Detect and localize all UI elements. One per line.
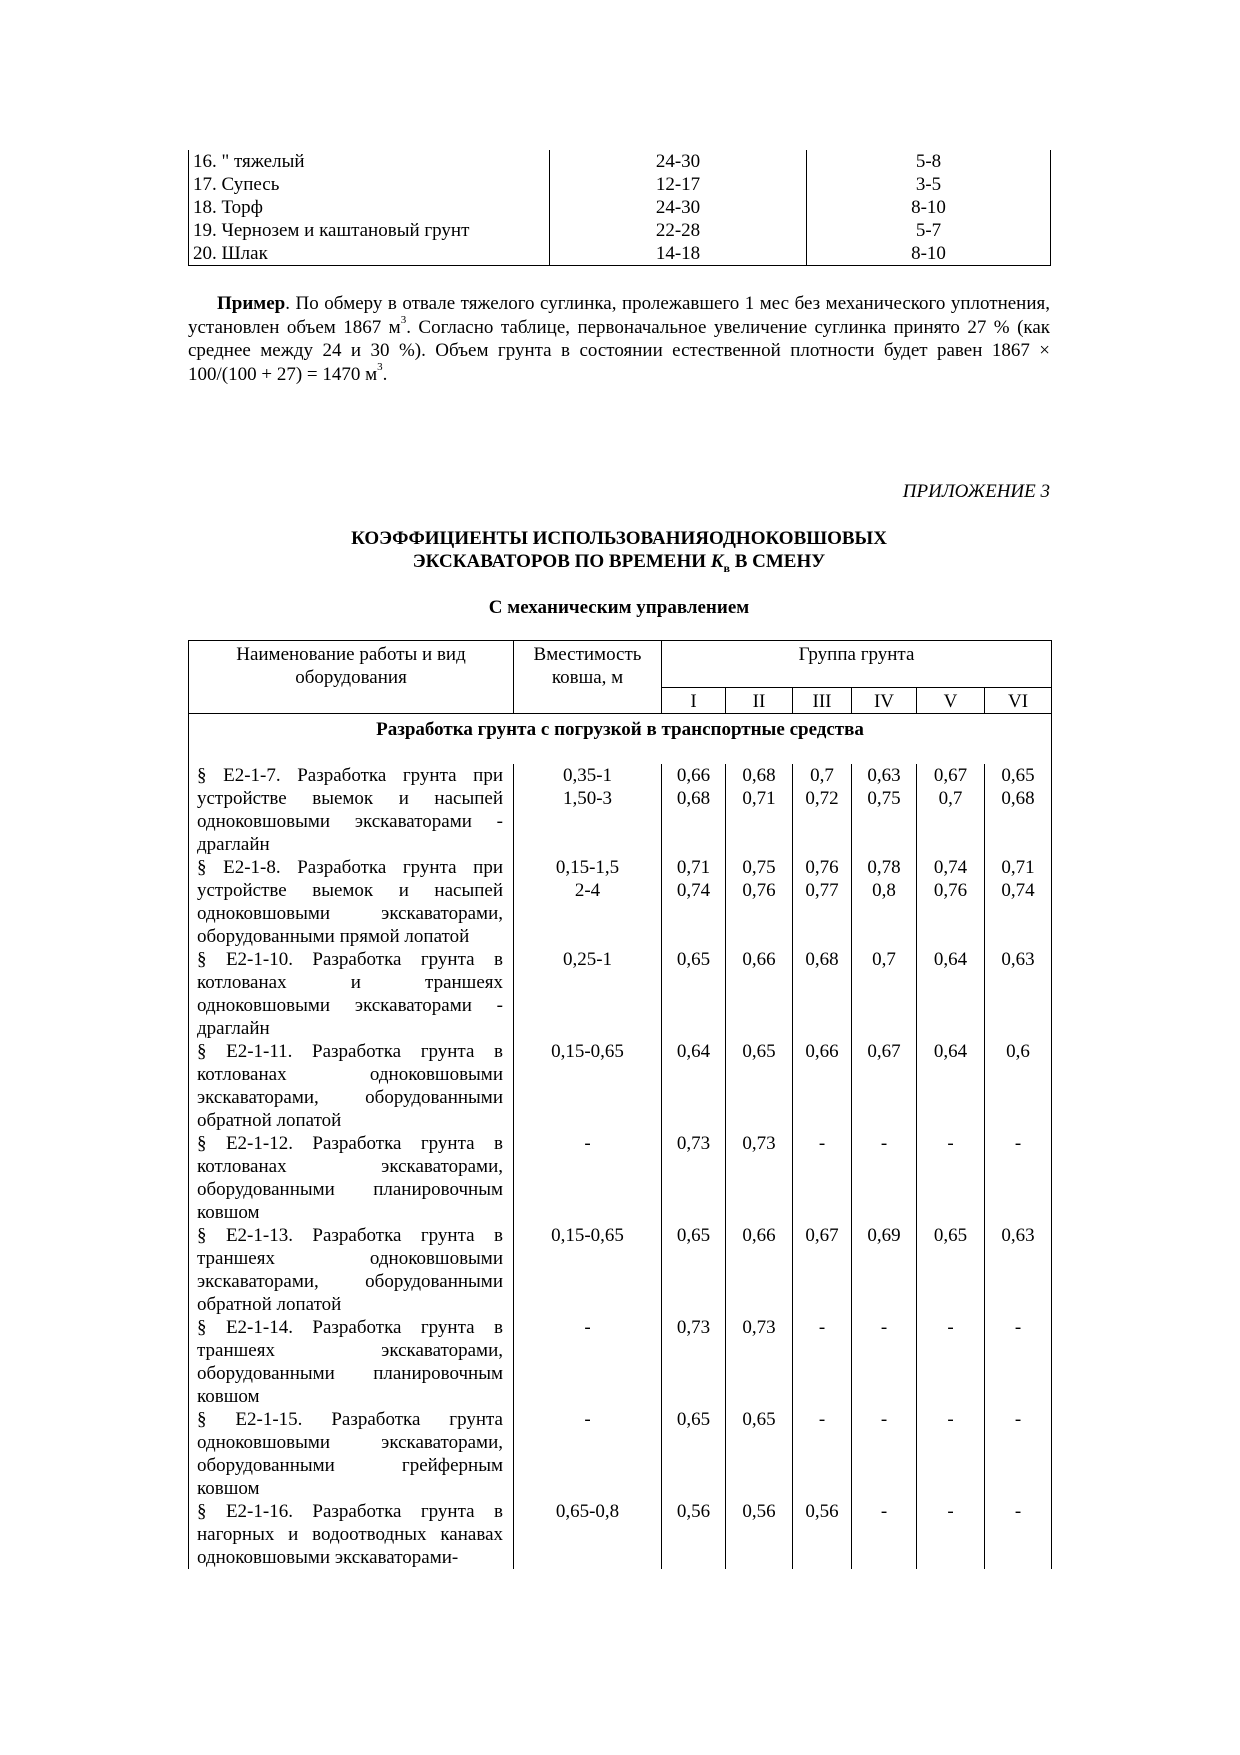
example-text-3: . — [382, 363, 388, 385]
coefficient-value: - — [818, 1133, 826, 1154]
group-5-value-cell — [917, 764, 985, 856]
group-5-value-cell — [917, 1224, 985, 1316]
coefficient-value: 0,63 — [867, 765, 901, 786]
subtitle: С механическим управлением — [488, 597, 750, 618]
group-6-value-cell — [985, 1408, 1052, 1500]
group-5-value-cell — [917, 1316, 985, 1408]
table-row — [189, 1408, 1052, 1500]
coefficient-value: 0,63 — [1001, 1225, 1035, 1246]
work-name-cell: § Е2-1-13. Разработка грунта в траншеях одноковшовыми экскаваторами, оборудованными обратной лопатой — [189, 1224, 514, 1316]
example-text-2: . Согласно таблице, первоначальное увеличение суглинка принято 27 % (как среднее между 24 и 30 %). Объем грунта в состоянии естественной плотности будет равен 1867 × 100/(100 + 27) = 1470 м — [188, 316, 1050, 385]
work-name-cell: § Е2-1-8. Разработка грунта при устройстве выемок и насыпей одноковшовыми экскаваторами, оборудованными прямой лопатой — [189, 856, 514, 948]
group-5-value-cell — [917, 1132, 985, 1224]
coefficient-value: - — [880, 1133, 888, 1154]
coefficient-value: - — [880, 1317, 888, 1338]
header-group: Группа грунта — [662, 641, 1052, 688]
group-4-header: IV — [852, 688, 917, 714]
coefficient-value: 0,65 — [742, 1409, 776, 1430]
group-6-value-cell — [985, 1500, 1052, 1569]
coefficient-value: 0,78 — [867, 857, 901, 878]
table-row — [189, 764, 1052, 856]
coefficient-value: 0,65 — [933, 1225, 968, 1246]
loosening-table — [188, 150, 1051, 266]
title-line-2-suffix: В СМЕНУ — [729, 551, 826, 572]
example-sup-2: 3 — [377, 361, 383, 374]
top-table-row — [189, 242, 1051, 266]
capacity-cell — [514, 856, 662, 948]
example-text-1: . По обмеру в отвале тяжелого суглинка, пролежавшего 1 мес без механического уплотнения, установлен объем 1867 м — [188, 293, 1050, 338]
top-table-row — [189, 196, 1051, 219]
section-heading: Разработка грунта с погрузкой в транспортные средства — [189, 714, 1052, 765]
capacity-value: 0,35-1 — [562, 765, 613, 786]
coefficient-value: - — [1014, 1409, 1022, 1430]
capacity-value: 0,25-1 — [562, 949, 613, 970]
work-name-cell: § Е2-1-10. Разработка грунта в котлованах и траншеях одноковшовыми экскаваторами - драглайн — [189, 948, 514, 1040]
coefficient-value: 0,74 — [933, 857, 968, 878]
top-table-row — [189, 219, 1051, 242]
capacity-cell — [514, 948, 662, 1040]
example-paragraph — [188, 292, 1050, 386]
loosening-cell: 22-28 — [550, 219, 807, 242]
coefficient-value: - — [880, 1501, 888, 1522]
header-row-1 — [189, 641, 1052, 688]
group-1-header: I — [662, 688, 726, 714]
group-1-value-cell — [662, 1132, 726, 1224]
work-name-cell: § Е2-1-12. Разработка грунта в котлованах экскаваторами, оборудованными планировочным ковшом — [189, 1132, 514, 1224]
coefficient-value: 0,71 — [676, 857, 711, 878]
group-1-value-cell — [662, 1408, 726, 1500]
group-3-value-cell — [793, 856, 852, 948]
coefficient-value: - — [1014, 1133, 1022, 1154]
coefficient-value: 0,6 — [1006, 1041, 1030, 1062]
coefficient-value: 0,56 — [742, 1501, 776, 1522]
capacity-cell — [514, 1316, 662, 1408]
capacity-cell — [514, 1224, 662, 1316]
group-2-value-cell — [726, 1316, 793, 1408]
coefficient-value: 0,65 — [1001, 765, 1035, 786]
coefficient-value: - — [1014, 1317, 1022, 1338]
header-name-text: Наименование работы и вид оборудования — [236, 644, 466, 688]
title-k: K — [710, 551, 724, 572]
top-table-row — [189, 173, 1051, 196]
coefficient-value: 0,73 — [676, 1133, 711, 1154]
coefficient-value: 0,66 — [742, 949, 776, 970]
header-name — [189, 641, 514, 714]
capacity-value: 0,15-0,65 — [551, 1041, 624, 1062]
title-k-sub: в — [723, 560, 730, 575]
coefficient-value: 0,8 — [872, 880, 896, 901]
group-3-value-cell — [793, 1500, 852, 1569]
coefficient-value: 0,64 — [933, 1041, 968, 1062]
coefficient-value: 0,68 — [742, 765, 776, 786]
coefficient-value: 0,65 — [742, 1041, 776, 1062]
group-5-value-cell — [917, 1500, 985, 1569]
group-3-value-cell — [793, 1316, 852, 1408]
coefficient-value: 0,73 — [676, 1317, 711, 1338]
coefficient-value: 0,7 — [938, 788, 963, 809]
group-4-value-cell — [852, 1500, 917, 1569]
group-3-value-cell — [793, 1132, 852, 1224]
coefficient-value: 0,68 — [1001, 788, 1035, 809]
coefficients-table — [188, 640, 1052, 1569]
group-2-value-cell — [726, 1500, 793, 1569]
header-capacity — [514, 641, 662, 714]
soil-name-cell: 16. " тяжелый — [189, 150, 550, 173]
coefficient-value: 0,65 — [676, 1225, 711, 1246]
group-2-value-cell — [726, 1040, 793, 1132]
coefficient-value: 0,71 — [742, 788, 776, 809]
coefficient-value: 0,67 — [867, 1041, 901, 1062]
coefficient-value: 0,66 — [805, 1041, 839, 1062]
appendix-label: ПРИЛОЖЕНИЕ 3 — [902, 481, 1050, 502]
group-2-value-cell — [726, 1224, 793, 1316]
capacity-value: 0,15-1,5 — [555, 857, 620, 878]
coefficient-value: 0,73 — [742, 1317, 776, 1338]
group-3-value-cell — [793, 948, 852, 1040]
group-4-value-cell — [852, 948, 917, 1040]
group-2-value-cell — [726, 1408, 793, 1500]
group-6-value-cell — [985, 948, 1052, 1040]
work-name-cell: § Е2-1-16. Разработка грунта в нагорных и водоотводных канавах одноковшовыми экскаваторами- — [189, 1500, 514, 1569]
loosening-cell: 12-17 — [550, 173, 807, 196]
soil-name-cell: 17. Супесь — [189, 173, 550, 196]
coefficient-value: 0,67 — [933, 765, 968, 786]
soil-name-cell: 20. Шлак — [189, 242, 550, 266]
coefficient-value: 0,75 — [867, 788, 901, 809]
coefficient-value: - — [880, 1409, 888, 1430]
coefficient-value: 0,65 — [676, 949, 711, 970]
group-2-value-cell — [726, 764, 793, 856]
work-name-cell: § Е2-1-15. Разработка грунта одноковшовыми экскаваторами, оборудованными грейферным ковшом — [189, 1408, 514, 1500]
loosening-cell: 24-30 — [550, 150, 807, 173]
capacity-value: - — [584, 1133, 591, 1154]
group-1-value-cell — [662, 1224, 726, 1316]
residual-cell: 8-10 — [807, 242, 1051, 266]
group-5-value-cell — [917, 1040, 985, 1132]
coefficient-value: 0,69 — [867, 1225, 901, 1246]
soil-name-cell: 18. Торф — [189, 196, 550, 219]
group-1-value-cell — [662, 1040, 726, 1132]
coefficient-value: 0,73 — [742, 1133, 776, 1154]
table-row — [189, 1224, 1052, 1316]
coefficient-value: 0,7 — [810, 765, 834, 786]
coefficient-value: 0,56 — [805, 1501, 839, 1522]
group-3-value-cell — [793, 1224, 852, 1316]
coefficient-value: 0,76 — [933, 880, 968, 901]
coefficient-value: 0,68 — [676, 788, 711, 809]
group-1-value-cell — [662, 856, 726, 948]
table-row — [189, 1316, 1052, 1408]
group-2-header: II — [726, 688, 793, 714]
coefficient-value: 0,65 — [676, 1409, 711, 1430]
coefficient-value: 0,7 — [872, 949, 896, 970]
residual-cell: 5-7 — [807, 219, 1051, 242]
coefficient-value: 0,66 — [676, 765, 711, 786]
residual-cell: 5-8 — [807, 150, 1051, 173]
coefficient-value: - — [947, 1501, 954, 1522]
table-row — [189, 1040, 1052, 1132]
title-line-2-prefix: ЭКСКАВАТОРОВ ПО ВРЕМЕНИ — [412, 551, 711, 572]
residual-cell: 8-10 — [807, 196, 1051, 219]
group-3-value-cell — [793, 1040, 852, 1132]
coefficient-value: 0,64 — [676, 1041, 711, 1062]
example-label: Пример — [217, 293, 286, 314]
group-4-value-cell — [852, 856, 917, 948]
loosening-cell: 24-30 — [550, 196, 807, 219]
work-name-cell: § Е2-1-7. Разработка грунта при устройстве выемок и насыпей одноковшовыми экскаваторами - драглайн — [189, 764, 514, 856]
group-2-value-cell — [726, 856, 793, 948]
capacity-cell — [514, 764, 662, 856]
group-4-value-cell — [852, 1316, 917, 1408]
table-row — [189, 948, 1052, 1040]
coefficient-value: 0,72 — [805, 788, 839, 809]
group-5-value-cell — [917, 948, 985, 1040]
capacity-cell — [514, 1040, 662, 1132]
coefficient-value: 0,68 — [805, 949, 839, 970]
group-6-value-cell — [985, 1040, 1052, 1132]
capacity-value: 0,15-0,65 — [551, 1225, 624, 1246]
main-title — [188, 527, 1050, 580]
group-5-value-cell — [917, 1408, 985, 1500]
group-4-value-cell — [852, 1132, 917, 1224]
group-5-value-cell — [917, 856, 985, 948]
title-line-2 — [188, 550, 1050, 580]
group-5-header: V — [917, 688, 985, 714]
coefficient-value: 0,71 — [1001, 857, 1035, 878]
loosening-cell: 14-18 — [550, 242, 807, 266]
capacity-value: 0,65-0,8 — [555, 1501, 620, 1522]
coefficient-value: 0,76 — [742, 880, 776, 901]
capacity-value: 1,50-3 — [562, 788, 613, 809]
group-4-value-cell — [852, 1040, 917, 1132]
table-row — [189, 856, 1052, 948]
group-2-value-cell — [726, 1132, 793, 1224]
coefficient-value: 0,75 — [742, 857, 776, 878]
group-4-value-cell — [852, 764, 917, 856]
table-row — [189, 1500, 1052, 1569]
group-6-value-cell — [985, 1316, 1052, 1408]
group-3-header: III — [793, 688, 852, 714]
capacity-cell — [514, 1500, 662, 1569]
group-3-value-cell — [793, 1408, 852, 1500]
capacity-value: - — [584, 1409, 591, 1430]
table-row — [189, 1132, 1052, 1224]
coefficient-value: - — [1014, 1501, 1022, 1522]
residual-cell: 3-5 — [807, 173, 1051, 196]
group-6-value-cell — [985, 764, 1052, 856]
coefficient-value: - — [947, 1133, 954, 1154]
coefficient-value: 0,76 — [805, 857, 839, 878]
coefficient-value: 0,67 — [805, 1225, 839, 1246]
capacity-cell — [514, 1408, 662, 1500]
group-6-value-cell — [985, 1132, 1052, 1224]
group-4-value-cell — [852, 1408, 917, 1500]
group-6-header: VI — [985, 688, 1052, 714]
coefficient-value: - — [818, 1317, 826, 1338]
group-2-value-cell — [726, 948, 793, 1040]
top-table-row — [189, 150, 1051, 173]
group-1-value-cell — [662, 1316, 726, 1408]
capacity-value: - — [584, 1317, 591, 1338]
group-6-value-cell — [985, 856, 1052, 948]
coefficient-value: 0,74 — [1001, 880, 1035, 901]
example-sup-1: 3 — [400, 314, 407, 327]
coefficient-value: 0,66 — [742, 1225, 776, 1246]
coefficient-value: 0,77 — [805, 880, 839, 901]
work-name-cell: § Е2-1-11. Разработка грунта в котлованах одноковшовыми экскаваторами, оборудованными обратной лопатой — [189, 1040, 514, 1132]
group-4-value-cell — [852, 1224, 917, 1316]
coefficient-value: 0,64 — [933, 949, 968, 970]
header-capacity-text: Вместимость ковша, м — [533, 644, 642, 688]
group-6-value-cell — [985, 1224, 1052, 1316]
capacity-value: 2-4 — [574, 880, 601, 901]
coefficient-value: - — [818, 1409, 826, 1430]
coefficient-value: - — [947, 1409, 954, 1430]
group-1-value-cell — [662, 764, 726, 856]
coefficient-value: 0,56 — [676, 1501, 711, 1522]
coefficient-value: 0,63 — [1001, 949, 1035, 970]
title-line-1: КОЭФФИЦИЕНТЫ ИСПОЛЬЗОВАНИЯОДНОКОВШОВЫХ — [351, 528, 887, 549]
coefficient-value: 0,74 — [676, 880, 711, 901]
section-row — [189, 714, 1052, 765]
capacity-cell — [514, 1132, 662, 1224]
coefficient-value: - — [947, 1317, 954, 1338]
group-3-value-cell — [793, 764, 852, 856]
work-name-cell: § Е2-1-14. Разработка грунта в траншеях экскаваторами, оборудованными планировочным ковшом — [189, 1316, 514, 1408]
soil-name-cell: 19. Чернозем и каштановый грунт — [189, 219, 550, 242]
group-1-value-cell — [662, 948, 726, 1040]
group-1-value-cell — [662, 1500, 726, 1569]
